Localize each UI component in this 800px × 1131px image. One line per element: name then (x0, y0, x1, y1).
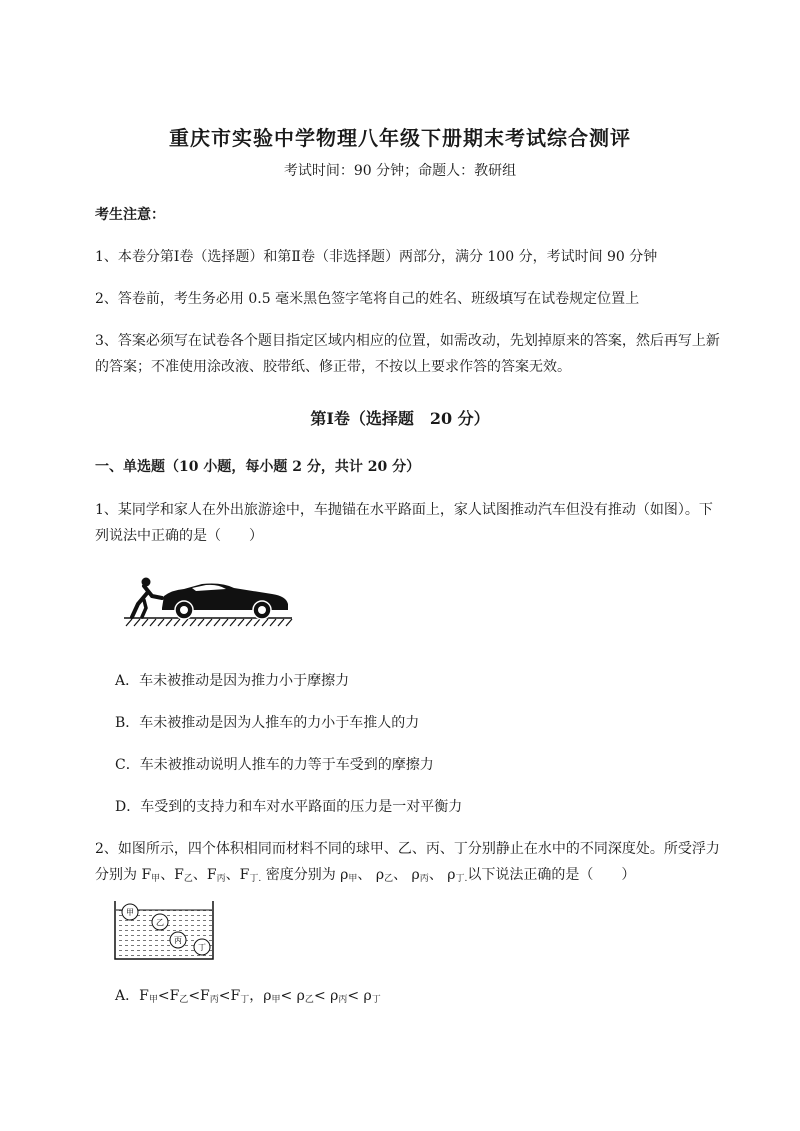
ball-label-yi: 乙 (156, 918, 164, 927)
question-1-line-2: 列说法中正确的是（ ） (95, 528, 263, 544)
notice-heading: 考生注意： (95, 207, 165, 223)
ball-label-ding: 丁 (198, 943, 206, 952)
question-1-option-a: A．车未被推动是因为推力小于摩擦力 (115, 673, 350, 689)
question-1-line-1: 1、某同学和家人在外出旅游途中，车抛锚在水平路面上，家人试图推动汽车但没有推动（如图）。下 (95, 502, 713, 518)
notice-item-1: 1、本卷分第Ⅰ卷（选择题）和第Ⅱ卷（非选择题）两部分，满分 100 分，考试时间 90 分钟 (95, 249, 658, 265)
notice-item-3-line-2: 的答案；不准使用涂改液、胶带纸、修正带，不按以上要求作答的答案无效。 (95, 359, 571, 375)
car-push-figure (122, 574, 294, 630)
exam-subtitle: 考试时间：90 分钟；命题人：教研组 (283, 163, 517, 179)
question-1-option-b: B．车未被推动是因为人推车的力小于车推人的力 (115, 715, 420, 731)
section-title: 第Ⅰ卷（选择题 20 分） (310, 409, 490, 428)
notice-item-2: 2、答卷前，考生务必用 0.5 毫米黑色签字笔将自己的姓名、班级填写在试卷规定位置上 (95, 291, 640, 307)
question-2-line-1: 2、如图所示，四个体积相同而材料不同的球甲、乙、丙、丁分别静止在水中的不同深度处。所受浮力 (95, 841, 720, 857)
question-1-option-d: D．车受到的支持力和车对水平路面的压力是一对平衡力 (115, 799, 463, 815)
question-1-option-c: C．车未被推动说明人推车的力等于车受到的摩擦力 (115, 757, 434, 773)
ball-label-jia: 甲 (126, 908, 134, 917)
part-heading: 一、单选题（10 小题，每小题 2 分，共计 20 分） (95, 459, 421, 475)
notice-item-3-line-1: 3、答案必须写在试卷各个题目指定区域内相应的位置，如需改动，先划掉原来的答案，然后再写上新 (95, 333, 720, 349)
question-2-option-a: A．$F_甲<F_乙<F_丙<F_丁$，$\rho_甲< \rho_乙< \rho_丙< \rho_丁$ (115, 988, 381, 1005)
exam-title: 重庆市实验中学物理八年级下册期末考试综合测评 (169, 126, 631, 150)
ball-label-bing: 丙 (174, 936, 182, 945)
question-2-line-2: 分别为 $F_甲$、$F_乙$、$F_丙$、$F_{丁.}$ 密度分别为 $\rho_甲$、 $\rho_乙$、 $\rho_丙$、 $\rho_{丁.}$以下说法正确的是（ ） (95, 867, 636, 884)
floating-balls-figure (112, 898, 216, 962)
